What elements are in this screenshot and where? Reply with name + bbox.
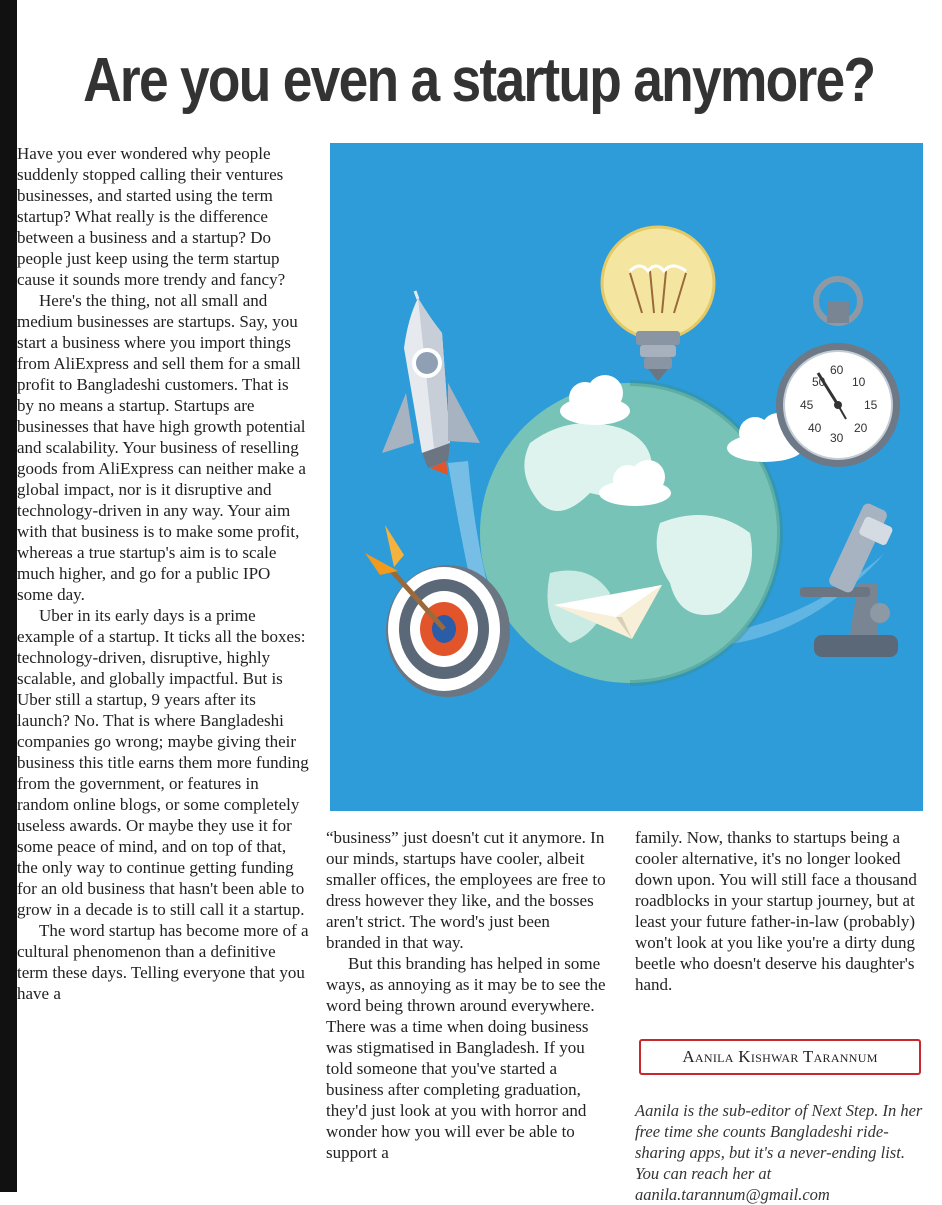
- paragraph: family. Now, thanks to startups being a cooler alternative, it's no longer looked down upon. You will still face a thousand roadblocks in your startup journey, but at least your future father-in-law (probably) won't look at you like you're a dirty dung beetle who doesn't deserve his daughter's hand.: [635, 828, 917, 994]
- paragraph: Here's the thing, not all small and medium businesses are startups. Say, you start a business where you import things from AliExpress and sell them for a small profit to Bangladeshi customers. That is by no means a startup. Startups are businesses that have high growth potential and scalability. Your business of reselling goods from AliExpress can neither make a global impact, nor is it disruptive and technology-driven in any way. Your aim with that business is to make some profit, whereas a true startup's aim is to scale much higher, and go for a public IPO some day.: [17, 291, 306, 604]
- stopwatch-number: 15: [864, 398, 878, 412]
- stopwatch-number: 60: [830, 363, 844, 377]
- article-column-1: [17, 143, 309, 1004]
- paragraph: Have you ever wondered why people suddenly stopped calling their ventures businesses, and started using the term startup? What really is the difference between a business and a startup? Do people just keep using the term startup cause it sounds more trendy and fancy?: [17, 144, 286, 289]
- stopwatch-number: 50: [812, 375, 826, 389]
- paragraph: But this branding has helped in some ways, as annoying as it may be to see the word being thrown around everywhere. There was a time when doing business was stigmatised in Bangladesh. If you told someone that you've started a business after completing graduation, they'd just look at you with horror and wonder how you will ever be able to support a: [326, 954, 606, 1162]
- article-column-3: [635, 827, 925, 995]
- rocket-icon: [382, 291, 480, 475]
- stopwatch-number: 45: [800, 398, 814, 412]
- stopwatch-number: 30: [830, 431, 844, 445]
- microscope-icon: [800, 502, 898, 657]
- stopwatch-number: 20: [854, 421, 868, 435]
- stopwatch-icon: [776, 279, 900, 467]
- light-bulb-icon: [602, 227, 714, 381]
- stopwatch-number: 40: [808, 421, 822, 435]
- paragraph: The word startup has become more of a cultural phenomenon than a definitive term these days. Telling everyone that you have a: [17, 921, 309, 1003]
- paragraph: Uber in its early days is a prime example of a startup. It ticks all the boxes: technology-driven, disruptive, highly scalable, and globally impactful. But is Uber still a startup, 9 years after its launch? No. That is where Bangladeshi companies go wrong; maybe giving their business this title earns them more funding from the government, or features in random online blogs, or some completely useless awards. Or maybe they use it for some peace of mind, and on top of that, the only way to continue getting funding for an old business that hasn't been able to grow in a decade is to still call it a startup.: [17, 606, 309, 919]
- headline: Are you even a startup anymore?: [83, 46, 875, 115]
- paragraph: “business” just doesn't cut it anymore. In our minds, startups have cooler, albeit smaller offices, the employees are free to dress however they like, and the bosses aren't strict. The word's just been branded in that way.: [326, 828, 606, 952]
- stopwatch-number: 10: [852, 375, 866, 389]
- author-bio: [635, 1100, 925, 1205]
- author-bio-text: Aanila is the sub-editor of Next Step. In her free time she counts Bangladeshi ride-sharing apps, but it's a never-ending list. You can reach her at aanila.tarannum@gmail.com: [635, 1101, 923, 1204]
- startup-illustration: [330, 143, 923, 811]
- page-edge-bar: [0, 0, 17, 1192]
- author-byline: Aanila Kishwar Tarannum: [639, 1039, 921, 1075]
- article-column-2: [326, 827, 608, 1163]
